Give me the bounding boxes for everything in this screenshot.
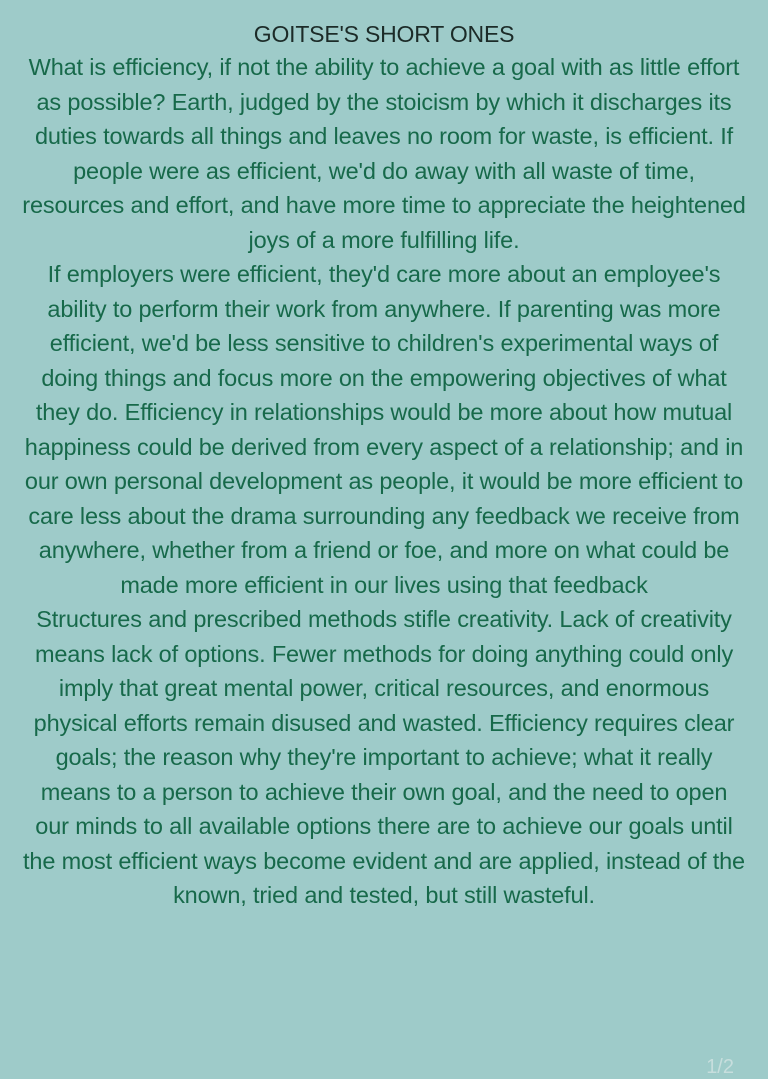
- document-title: GOITSE'S SHORT ONES: [253, 21, 515, 47]
- paragraph-efficiency-definition: What is efficiency, if not the ability to achieve a goal with as little effort as possible? Earth, judged by the stoicism by which it discharges its duties towards all things and leaves no room for waste, is efficient. If people were as efficient, we'd do away with all waste of time, resources and effort, and have more time to appreciate the heightened joys of a more fulfilling life.: [22, 54, 746, 253]
- paragraph-efficiency-examples: If employers were efficient, they'd care more about an employee's ability to perform their work from anywhere. If parenting was more efficient, we'd be less sensitive to children's experimental ways of doing things and focus more on the empowering objectives of what they do. Efficiency in relationships would be more about how mutual happiness could be derived from every aspect of a relationship; and in our own personal development as people, it would be more efficient to care less about the drama surrounding any feedback we receive from anywhere, whether from a friend or foe, and more on what could be made more efficient in our lives using that feedback: [24, 261, 744, 598]
- paragraph-efficiency-creativity: Structures and prescribed methods stifle creativity. Lack of creativity means lack of options. Fewer methods for doing anything could only imply that great mental power, critical resources, and enormous physical efforts remain disused and wasted. Efficiency requires clear goals; the reason why they're important to achieve; what it really means to a person to achieve their own goal, and the need to open our minds to all available options there are to achieve our goals until the most efficient ways become evident and are applied, instead of the known, tried and tested, but still wasteful.: [23, 606, 745, 908]
- page-indicator: 1/2: [706, 1056, 734, 1078]
